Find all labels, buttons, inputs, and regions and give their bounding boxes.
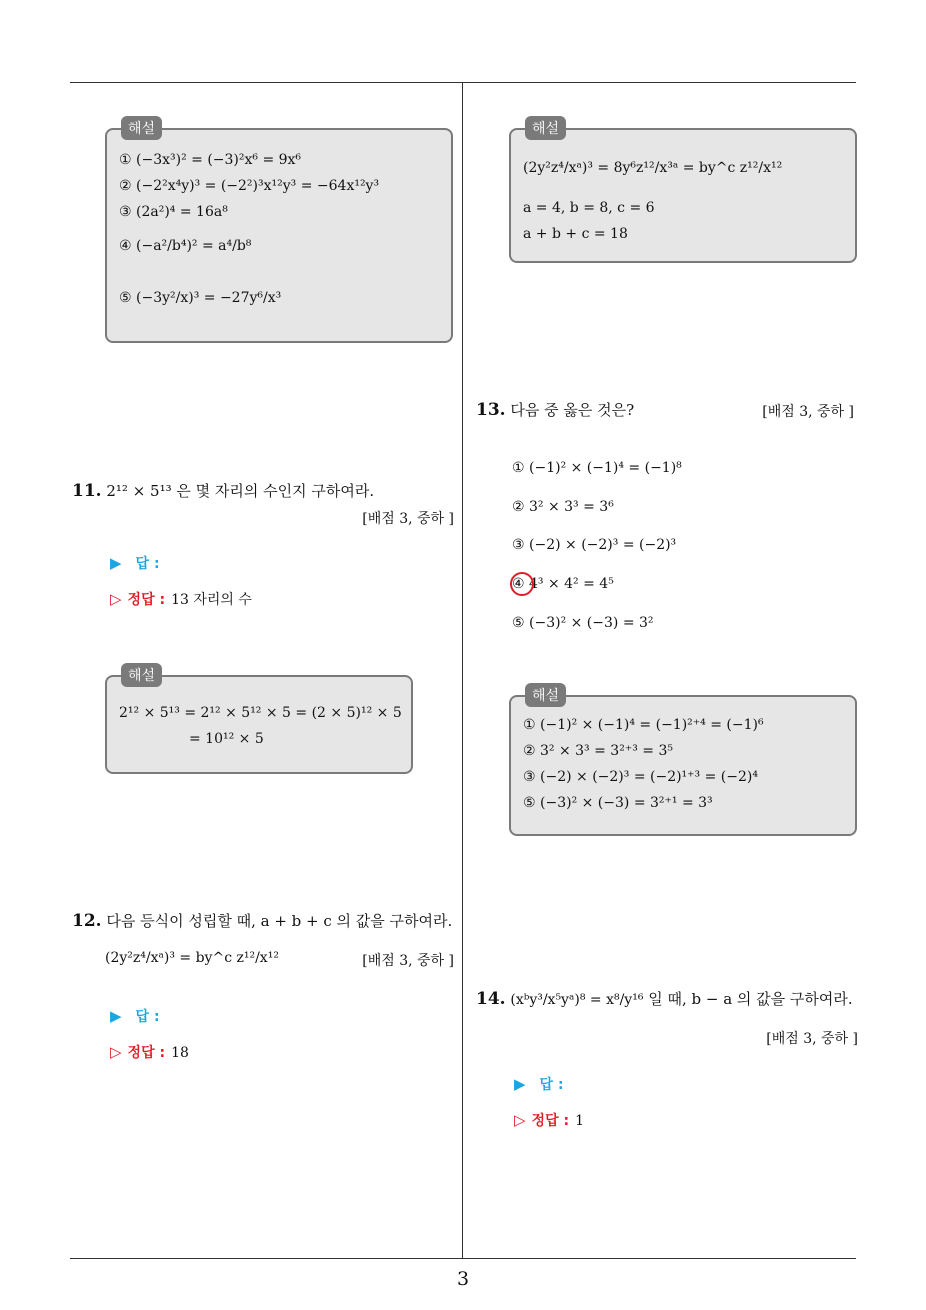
explanation-tag: 해설 — [121, 116, 162, 140]
question-text: 일 때, b − a 의 값을 구하여라. — [643, 990, 853, 1008]
question-text: 다음 중 옳은 것은? — [510, 401, 635, 419]
answer-label: 답 : — [135, 1009, 160, 1025]
triangle-outline-icon: ▷ — [110, 590, 122, 608]
correct-answer-label: 정답 : — [531, 1113, 570, 1129]
page-number: 3 — [456, 1268, 470, 1290]
question-score: [배점 3, 중하 ] — [762, 404, 854, 420]
explanation-line: ② 3² × 3³ = 3²⁺³ = 3⁵ — [523, 743, 673, 759]
selected-answer-circle-icon — [510, 572, 534, 596]
correct-answer-label: 정답 : — [127, 592, 166, 608]
column-divider — [462, 83, 463, 1258]
question-11 — [72, 480, 374, 501]
explanation-tag: 해설 — [525, 683, 566, 707]
answer-row — [110, 1006, 160, 1026]
triangle-outline-icon: ▷ — [514, 1111, 526, 1129]
triangle-filled-icon: ▶ — [110, 554, 122, 572]
bottom-rule — [70, 1258, 856, 1259]
triangle-outline-icon: ▷ — [110, 1043, 122, 1061]
question-number: 14. — [476, 989, 506, 1009]
explanation-line: 2¹² × 5¹³ = 2¹² × 5¹² × 5 = (2 × 5)¹² × 5 — [119, 705, 402, 721]
explanation-line: (2y²z⁴/xᵃ)³ = 8y⁶z¹²/x³ᵃ = by^c z¹²/x¹² — [523, 160, 783, 176]
answer-row — [514, 1074, 564, 1094]
correct-answer-row — [110, 589, 252, 609]
question-number: 13. — [476, 400, 506, 420]
correct-answer-label: 정답 : — [127, 1045, 166, 1061]
correct-answer-value: 18 — [171, 1045, 189, 1061]
explanation-box-q10 — [105, 121, 453, 343]
answer-label: 답 : — [135, 556, 160, 572]
question-number: 11. — [72, 481, 102, 501]
explanation-line: ⑤ (−3)² × (−3) = 3²⁺¹ = 3³ — [523, 795, 713, 811]
explanation-line: ② (−2²x⁴y)³ = (−2²)³x¹²y³ = −64x¹²y³ — [119, 178, 380, 194]
explanation-line: ④ (−a²/b⁴)² = a⁴/b⁸ — [119, 238, 252, 254]
question-score: [배점 3, 중하 ] — [766, 1031, 858, 1047]
question-number: 12. — [72, 911, 102, 931]
question-equation: (2y²z⁴/xᵃ)³ = by^c z¹²/x¹² — [105, 950, 279, 966]
question-equation: (xᵇy³/x⁵yᵃ)⁸ = x⁸/y¹⁶ — [510, 992, 644, 1008]
option-1[interactable]: ① (−1)² × (−1)⁴ = (−1)⁸ — [512, 460, 682, 476]
question-score: [배점 3, 중하 ] — [362, 953, 454, 969]
explanation-line: ⑤ (−3y²/x)³ = −27y⁶/x³ — [119, 290, 282, 306]
option-2[interactable]: ② 3² × 3³ = 3⁶ — [512, 499, 614, 515]
question-12 — [72, 910, 452, 931]
explanation-box-q12 — [509, 121, 857, 263]
explanation-box-q11 — [105, 668, 413, 774]
correct-answer-value: 13 자리의 수 — [171, 592, 252, 608]
explanation-line: = 10¹² × 5 — [189, 731, 264, 747]
explanation-tag: 해설 — [121, 663, 162, 687]
explanation-tag: 해설 — [525, 116, 566, 140]
option-4[interactable]: ④ 4³ × 4² = 4⁵ — [512, 576, 614, 592]
explanation-box-q13 — [509, 688, 857, 836]
explanation-line: ③ (2a²)⁴ = 16a⁸ — [119, 204, 228, 220]
answer-row — [110, 553, 160, 573]
answer-label: 답 : — [539, 1077, 564, 1093]
explanation-line: a = 4, b = 8, c = 6 — [523, 200, 655, 216]
option-3[interactable]: ③ (−2) × (−2)³ = (−2)³ — [512, 537, 677, 553]
question-text: 다음 등식이 성립할 때, a + b + c 의 값을 구하여라. — [106, 912, 453, 930]
explanation-line: ③ (−2) × (−2)³ = (−2)¹⁺³ = (−2)⁴ — [523, 769, 758, 785]
question-14 — [476, 988, 853, 1009]
correct-answer-value: 1 — [575, 1113, 584, 1129]
triangle-filled-icon: ▶ — [110, 1007, 122, 1025]
top-rule — [70, 82, 856, 83]
option-5[interactable]: ⑤ (−3)² × (−3) = 3² — [512, 615, 654, 631]
explanation-line: ① (−1)² × (−1)⁴ = (−1)²⁺⁴ = (−1)⁶ — [523, 717, 764, 733]
question-score: [배점 3, 중하 ] — [362, 511, 454, 527]
correct-answer-row — [110, 1042, 189, 1062]
explanation-line: a + b + c = 18 — [523, 226, 628, 242]
correct-answer-row — [514, 1110, 584, 1130]
question-text: 2¹² × 5¹³ 은 몇 자리의 수인지 구하여라. — [106, 482, 375, 500]
triangle-filled-icon: ▶ — [514, 1075, 526, 1093]
explanation-line: ① (−3x³)² = (−3)²x⁶ = 9x⁶ — [119, 152, 302, 168]
question-13 — [476, 399, 634, 420]
